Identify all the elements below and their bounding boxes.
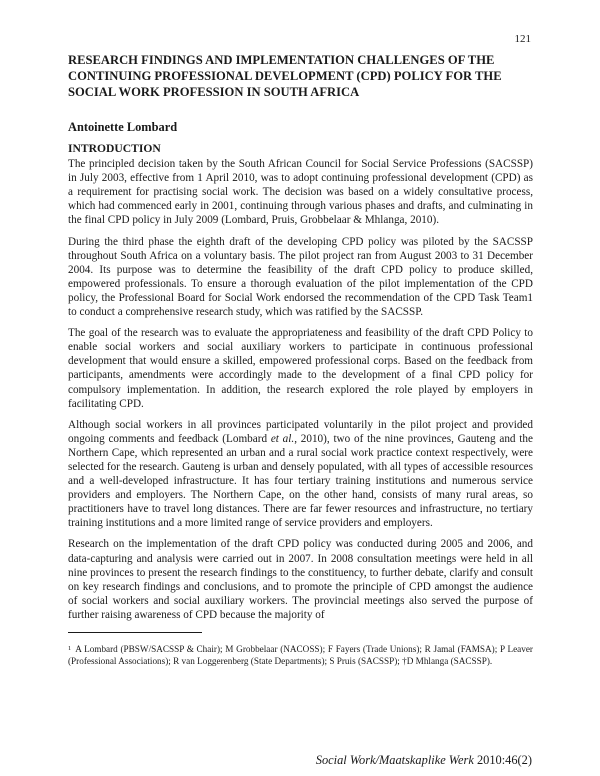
footnote-marker: 1	[68, 645, 72, 652]
section-heading: INTRODUCTION	[68, 142, 161, 155]
footnote-divider	[68, 632, 202, 633]
paragraph-4-italic: et al.	[270, 432, 295, 445]
page-number: 121	[514, 33, 531, 45]
footnote	[68, 643, 533, 667]
article-title: RESEARCH FINDINGS AND IMPLEMENTATION CHALLENGES OF THE CONTINUING PROFESSIONAL DEVELOPMENT (CPD) POLICY FOR THE SOCIAL WORK PROFESSION IN SOUTH AFRICA	[68, 53, 502, 99]
paragraph-3: The goal of the research was to evaluate the appropriateness and feasibility of the draft CPD Policy to enable social workers and social auxiliary workers to participate in continuous professional development that would ensure a skilled, empowered professional corps. Based on the feedback from participants, amendments were accordingly made to the development of a final CPD policy for compulsory implementation. In addition, the research explored the role played by employers in facilitating CPD.	[68, 327, 533, 410]
journal-volume: 2010:46(2)	[476, 753, 532, 767]
journal-name: Social Work/Maatskaplike Werk	[315, 753, 474, 767]
article-body	[68, 142, 533, 629]
journal-footer	[316, 753, 532, 768]
paragraph-1: The principled decision taken by the South African Council for Social Service Professions (SACSSP) in July 2003, effective from 1 April 2010, was to adopt continuing professional development (CPD) as a requirement for practising social work. The decision was based on a widely consultative process, which had commenced early in 2001, continuing through various phases and drafts, and culminating in the final CPD policy in July 2009 (Lombard, Pruis, Grobbelaar & Mhlanga, 2010).	[68, 158, 533, 227]
paragraph-5: Research on the implementation of the draft CPD policy was conducted during 2005 and 2006, and data-capturing and analysis were carried out in 2007. In 2008 consultation meetings were held in all nine provinces to present the research findings to the constituency, to further debate, clarify and consult on key research findings and conclusions, and to promote the principle of CPD amongst the audience of social workers and social auxiliary workers. The provincial meetings also served the purpose of further raising awareness of CPD because the majority of	[68, 538, 533, 621]
paragraph-4-part-1: Although social workers in all provinces participated voluntarily in the pilot project and provided ongoing comments and feedback (Lombard	[68, 418, 533, 445]
author-name: Antoinette Lombard	[68, 120, 178, 134]
footnote-text: A Lombard (PBSW/SACSSP & Chair); M Grobbelaar (NACOSS); F Fayers (Trade Unions); R Jamal (FAMSA); P Leaver (Professional Associations); R van Loggerenberg (State Departments); S Pruis (SACSSP); †D Mhlanga (SACSSP).	[68, 644, 533, 667]
paragraph-4	[68, 418, 533, 531]
paragraph-4-part-2: , 2010), two of the nine provinces, Gauteng and the Northern Cape, which represented an urban and a rural social work practice context respectively, were selected for the research. Gauteng is urban and densely populated, with all types of accessible resources and a well-developed infrastructure. It has four tertiary training institutions and numerous service providers and employers. The Northern Cape, on the other hand, consists of many rural areas, so practitioners have to travel long distances. There are far fewer resources and infrastructure, no tertiary training institutions and a more limited range of service providers and employers.	[68, 432, 533, 530]
paragraph-2: During the third phase the eighth draft of the developing CPD policy was piloted by the SACSSP throughout South Africa on a voluntary basis. The pilot project ran from August 2003 to 31 December 2004. Its purpose was to determine the feasibility of the draft CPD policy to produce skilled, empowered professionals. To ensure a thorough evaluation of the pilot implementation of the CPD policy, the Professional Board for Social Work endorsed the recommendation of the CPD Task Team1 to conduct a comprehensive research study, which was ratified by the SACSSP.	[68, 235, 533, 319]
